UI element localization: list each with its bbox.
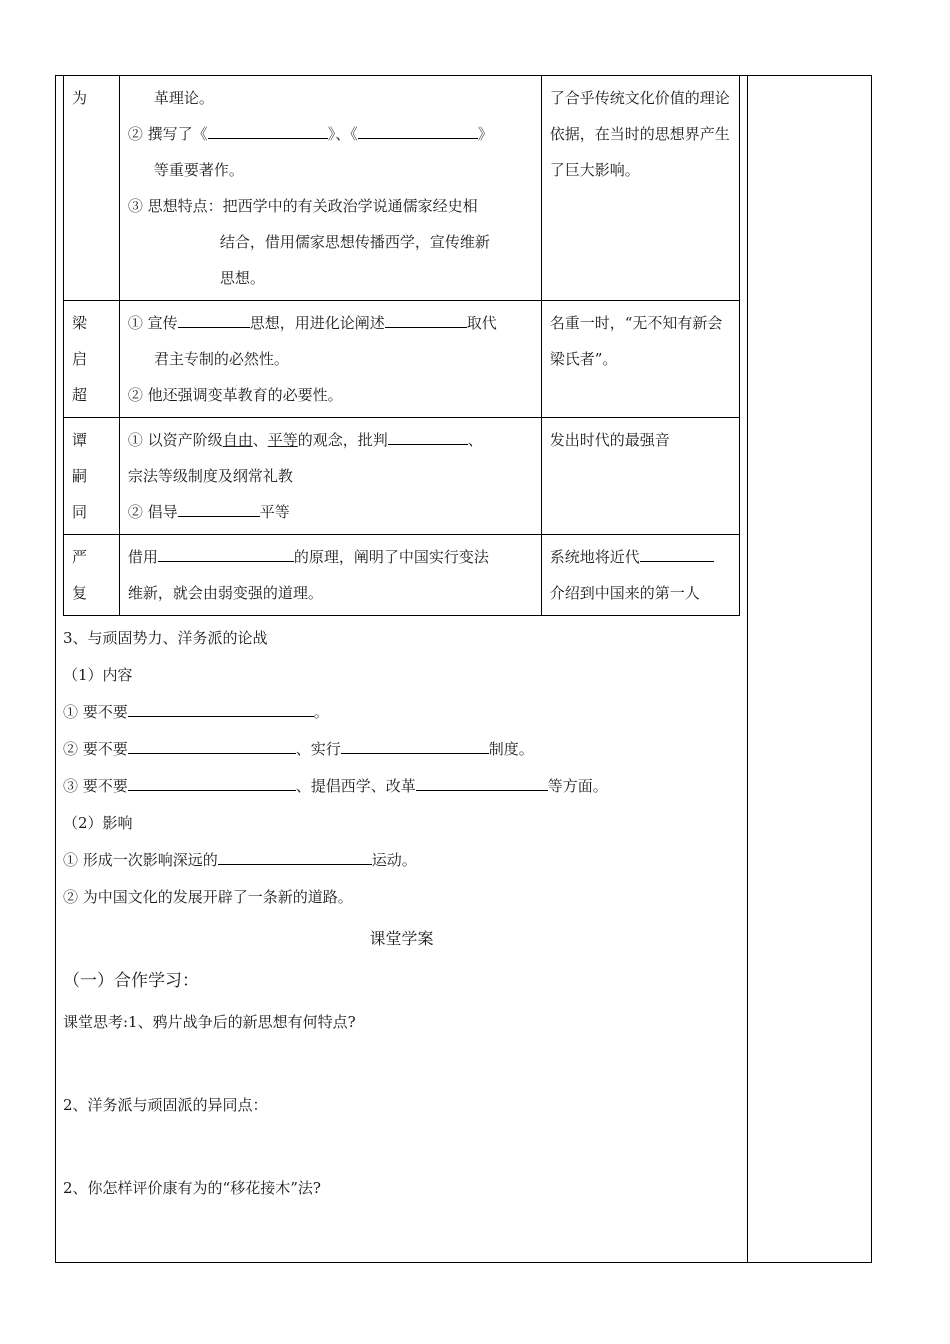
content-cell: 借用 的原理，阐明了中国实行变法 维新，就会由弱变强的道理。 (119, 535, 541, 616)
column-divider (747, 75, 748, 1263)
name-cell: 梁启超 (64, 301, 120, 418)
fill-item: ③ 要不要 、提倡西学、改革 等方面。 (63, 768, 740, 805)
table-row-yan (64, 535, 740, 616)
table-row-liang (64, 301, 740, 418)
table-row-kang (64, 76, 740, 301)
impact-cell: 了合乎传统文化价值的理论依据，在当时的思想界产生了巨大影响。 (541, 76, 739, 301)
coop-title: （一）合作学习： (63, 971, 199, 991)
impact-text: ② 为中国文化的发展开辟了一条新的道路。 (63, 888, 353, 906)
name-cell: 为 (64, 76, 120, 301)
name-cell: 严复 (64, 535, 120, 616)
question-2: 2、洋务派与顽固派的异同点： (63, 1096, 268, 1114)
fill-item: ② 要不要 、实行 制度。 (63, 731, 740, 768)
section-title: 3、与顽固势力、洋务派的论战 (63, 629, 268, 647)
name-cell: 谭嗣同 (64, 418, 120, 535)
fill-item: ① 形成一次影响深远的 运动。 (63, 842, 740, 879)
impact-cell: 发出时代的最强音 (541, 418, 739, 535)
impact-subtitle: （2）影响 (63, 814, 133, 832)
content-cell: ① 宣传 思想，用进化论阐述 取代 君主专制的必然性。 ② 他还强调变革教育的必要性。 (119, 301, 541, 418)
question-3: 2、你怎样评价康有为的“移花接木”法? (63, 1179, 321, 1197)
classroom-title: 课堂学案 (369, 929, 434, 948)
content-cell: 革理论。 ② 撰写了《 》、《 》 等重要著作。 ③ 思想特点：把西学中的有关政治学说通儒家经史相 结合，借用儒家思想传播西学，宣传维新 思想。 (119, 76, 541, 301)
impact-cell: 系统地将近代 介绍到中国来的第一人 (541, 535, 739, 616)
content-cell: ① 以资产阶级自由、平等的观念，批判 、 宗法等级制度及纲常礼教 ② 倡导 平等 (119, 418, 541, 535)
thinkers-table (63, 75, 740, 616)
content-subtitle: （1）内容 (63, 666, 133, 684)
impact-cell: 名重一时，“无不知有新会梁氏者”。 (541, 301, 739, 418)
main-body (63, 620, 740, 1207)
fill-item: ① 要不要 。 (63, 694, 740, 731)
table-row-tan (64, 418, 740, 535)
question-1: 课堂思考:1、鸦片战争后的新思想有何特点? (63, 1013, 356, 1031)
